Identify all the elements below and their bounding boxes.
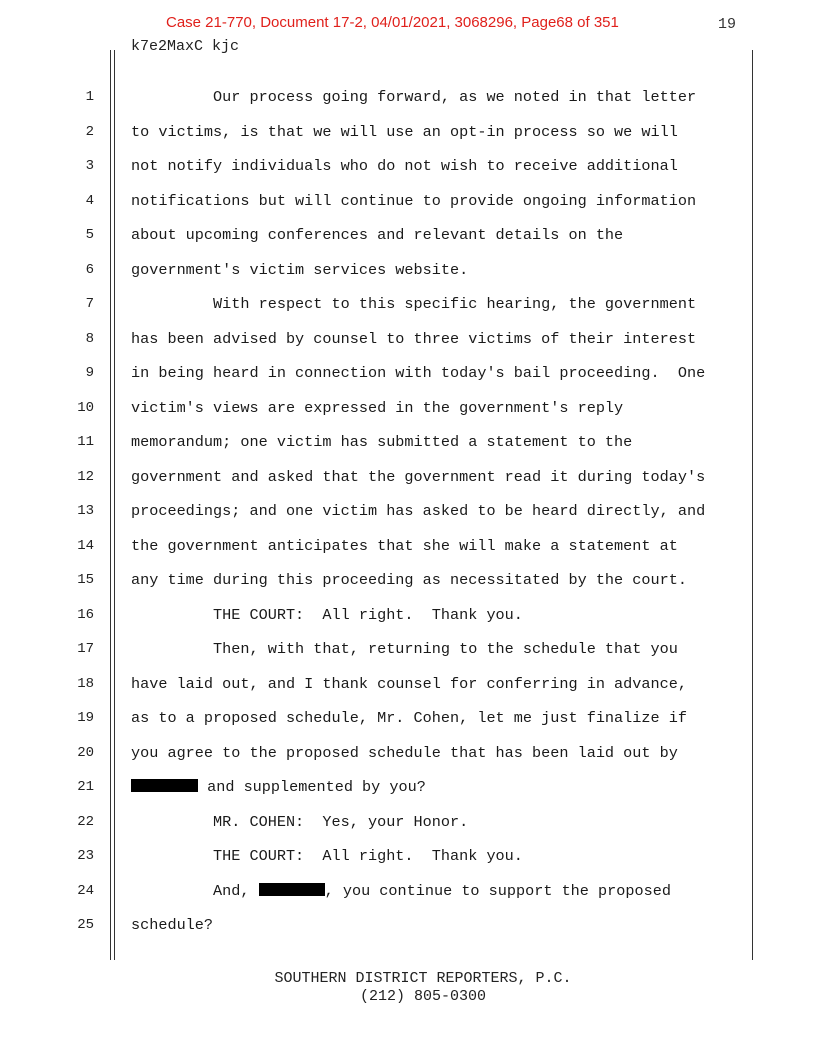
- line-number: 7: [85, 296, 94, 312]
- line-number: 17: [77, 641, 94, 657]
- case-header: Case 21-770, Document 17-2, 04/01/2021, 3068296, Page68 of 351: [166, 14, 619, 31]
- line-text-segment: in being heard in connection with today's bail proceeding. One: [131, 364, 706, 382]
- line-number: 19: [77, 710, 94, 726]
- line-text-segment: and supplemented by you?: [198, 778, 426, 796]
- line-number: 20: [77, 744, 94, 761]
- redaction-box: [259, 883, 325, 896]
- reporter-phone: (212) 805-0300: [359, 988, 487, 1005]
- line-text-segment: , you continue to support the proposed: [324, 881, 671, 900]
- left-margin-rule-inner: [114, 50, 115, 960]
- line-number: 25: [77, 917, 94, 933]
- line-number: 21: [77, 779, 94, 795]
- line-text-segment: MR. COHEN: Yes, your Honor.: [131, 812, 469, 831]
- line-text-segment: as to a proposed schedule, Mr. Cohen, let me just finalize if: [131, 709, 687, 727]
- page-number: 19: [718, 16, 737, 33]
- transcript-line: [131, 364, 705, 382]
- line-number: 4: [85, 192, 94, 209]
- line-text-segment: And,: [131, 881, 259, 900]
- line-text-segment: proceedings; and one victim has asked to be heard directly, and: [131, 502, 706, 520]
- reporter-name: SOUTHERN DISTRICT REPORTERS, P.C.: [274, 970, 572, 987]
- line-number: 9: [85, 365, 94, 381]
- transcript-line: [131, 571, 687, 589]
- line-number: 6: [85, 261, 94, 278]
- transcript-line: [131, 88, 696, 106]
- line-text-segment: victim's views are expressed in the government's reply: [131, 398, 624, 417]
- line-text-segment: Our process going forward, as we noted in that letter: [131, 88, 697, 106]
- redaction-box: [131, 779, 198, 792]
- line-text-segment: have laid out, and I thank counsel for conferring in advance,: [131, 674, 687, 693]
- line-number: 3: [85, 158, 94, 174]
- line-text-segment: With respect to this specific hearing, the government: [131, 295, 697, 313]
- line-text-segment: to victims, is that we will use an opt-in process so we will: [131, 122, 678, 141]
- line-number: 11: [77, 434, 94, 450]
- transcript-line: [131, 433, 632, 451]
- right-margin-rule: [752, 50, 753, 960]
- transcript-line: [131, 744, 678, 762]
- transcript-line: [131, 192, 696, 210]
- line-text-segment: you agree to the proposed schedule that has been laid out by: [131, 743, 678, 762]
- line-text-segment: memorandum; one victim has submitted a statement to the: [131, 433, 633, 451]
- transcript-line: [131, 640, 678, 658]
- left-margin-rule-outer: [110, 50, 111, 960]
- transcript-line: [131, 330, 696, 348]
- transcript-line: [131, 847, 523, 865]
- line-number: 15: [77, 572, 94, 588]
- transcript-line: [131, 399, 623, 417]
- document-code: k7e2MaxC kjc: [131, 38, 240, 55]
- line-text-segment: government and asked that the government read it during today's: [131, 467, 706, 486]
- transcript-line: [131, 709, 687, 727]
- transcript-line: [131, 468, 705, 486]
- transcript-line: [131, 606, 523, 624]
- transcript-line: [131, 675, 687, 693]
- line-text-segment: Then, with that, returning to the schedule that you: [131, 640, 678, 658]
- transcript-line: [131, 537, 678, 555]
- line-text-segment: the government anticipates that she will make a statement at: [131, 536, 678, 555]
- line-number: 10: [77, 399, 94, 416]
- line-text-segment: not notify individuals who do not wish to receive additional: [131, 157, 678, 175]
- line-number: 8: [85, 330, 94, 347]
- line-number: 2: [85, 123, 94, 140]
- line-text-segment: notifications but will continue to provide ongoing information: [131, 191, 697, 210]
- transcript-line: [131, 157, 678, 175]
- line-number: 14: [77, 537, 94, 554]
- transcript-line: [131, 123, 678, 141]
- line-text-segment: has been advised by counsel to three victims of their interest: [131, 329, 697, 348]
- line-number: 5: [85, 227, 94, 243]
- transcript-line: [131, 882, 671, 900]
- line-number: 22: [77, 813, 94, 830]
- line-number: 13: [77, 503, 94, 519]
- line-text-segment: any time during this proceeding as necessitated by the court.: [131, 571, 687, 589]
- line-number: 23: [77, 848, 94, 864]
- line-number: 24: [77, 882, 94, 899]
- line-number: 1: [85, 89, 94, 105]
- line-text-segment: about upcoming conferences and relevant details on the: [131, 226, 624, 244]
- transcript-line: [131, 502, 705, 520]
- line-text-segment: government's victim services website.: [131, 260, 469, 279]
- line-number: 12: [77, 468, 94, 485]
- line-text-segment: THE COURT: All right. Thank you.: [131, 605, 523, 624]
- line-number: 18: [77, 675, 94, 692]
- transcript-line: [131, 295, 696, 313]
- transcript-line: [131, 813, 468, 831]
- transcript-line: [131, 916, 213, 934]
- transcript-line: [131, 778, 426, 796]
- line-number: 16: [77, 606, 94, 623]
- transcript-line: [131, 226, 623, 244]
- line-text-segment: schedule?: [131, 916, 214, 934]
- line-text-segment: THE COURT: All right. Thank you.: [131, 847, 523, 865]
- transcript-line: [131, 261, 468, 279]
